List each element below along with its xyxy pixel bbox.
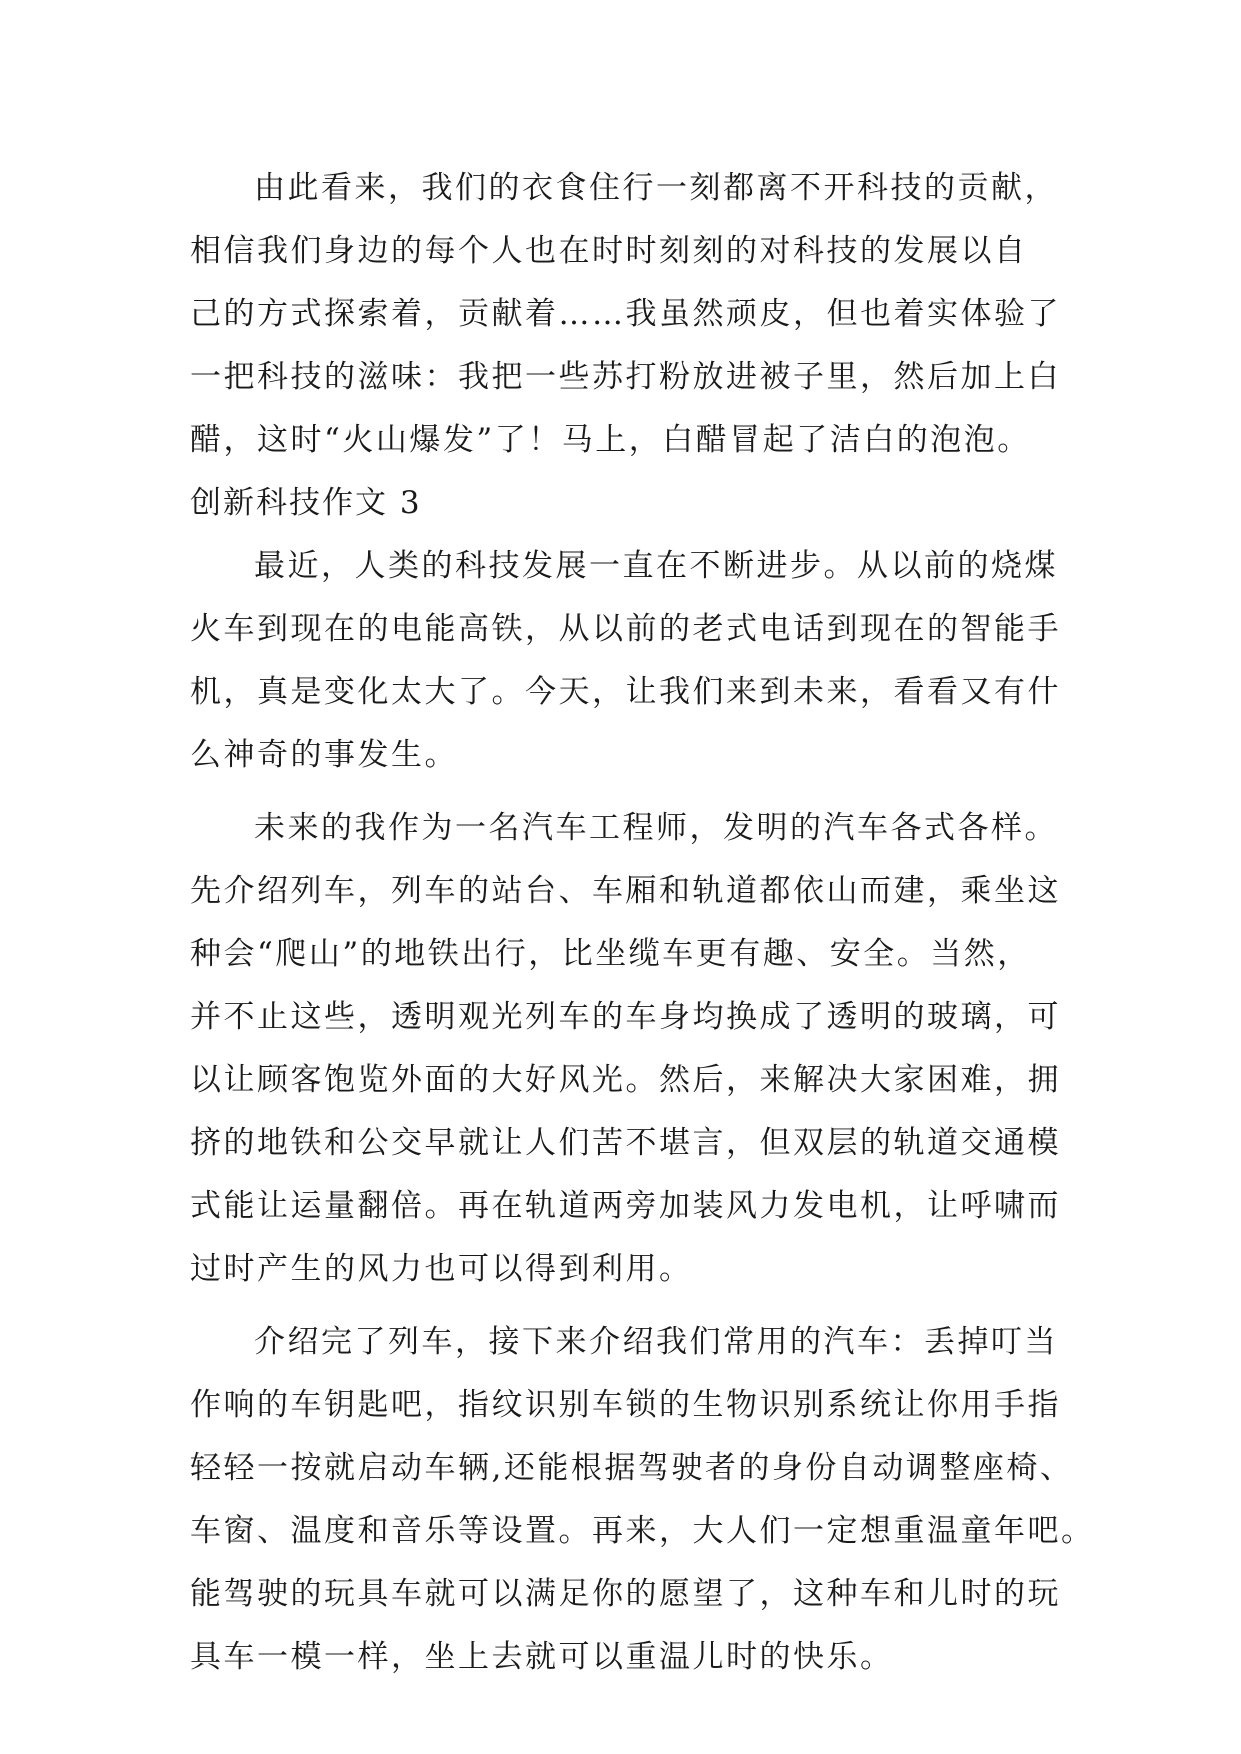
paragraph-line: 火车到现在的电能高铁，从以前的老式电话到现在的智能手: [190, 611, 1061, 647]
paragraph-line: 轻轻一按就启动车辆,还能根据驾驶者的身份自动调整座椅、: [190, 1450, 1074, 1486]
paragraph-line: 未来的我作为一名汽车工程师，发明的汽车各式各样。: [254, 810, 1058, 846]
paragraph-line: 最近，人类的科技发展一直在不断进步。从以前的烧煤: [254, 548, 1058, 584]
paragraph-line: 介绍完了列车，接下来介绍我们常用的汽车：丢掉叮当: [254, 1324, 1058, 1360]
paragraph-line: 醋，这时“火山爆发”了！马上，白醋冒起了洁白的泡泡。: [190, 422, 1031, 458]
paragraph-line: 由此看来，我们的衣食住行一刻都离不开科技的贡献，: [254, 170, 1058, 206]
paragraph-line: 一把科技的滋味：我把一些苏打粉放进被子里，然后加上白: [190, 359, 1061, 395]
paragraph-line: 己的方式探索着，贡献着……我虽然顽皮，但也着实体验了: [190, 296, 1061, 332]
paragraph-line: 具车一模一样，坐上去就可以重温儿时的快乐。: [190, 1639, 894, 1675]
paragraph-line: 过时产生的风力也可以得到利用。: [190, 1251, 693, 1287]
paragraph-line: 能驾驶的玩具车就可以满足你的愿望了，这种车和儿时的玩: [190, 1576, 1061, 1612]
paragraph-line: 以让顾客饱览外面的大好风光。然后，来解决大家困难，拥: [190, 1062, 1061, 1098]
paragraph-line: 车窗、温度和音乐等设置。再来，大人们一定想重温童年吧。: [190, 1513, 1095, 1549]
paragraph-line: 种会“爬山”的地铁出行，比坐缆车更有趣、安全。当然，: [190, 936, 1031, 972]
paragraph-line: 先介绍列车，列车的站台、车厢和轨道都依山而建，乘坐这: [190, 873, 1061, 909]
paragraph-line: 么神奇的事发生。: [190, 737, 458, 773]
body-text: [190, 157, 1095, 1689]
section-heading: 创新科技作文 3: [190, 485, 422, 521]
paragraph-line: 作响的车钥匙吧，指纹识别车锁的生物识别系统让你用手指: [190, 1387, 1061, 1423]
paragraph-line: 挤的地铁和公交早就让人们苦不堪言，但双层的轨道交通模: [190, 1125, 1061, 1161]
paragraph-line: 式能让运量翻倍。再在轨道两旁加装风力发电机，让呼啸而: [190, 1188, 1061, 1224]
paragraph-line: 机，真是变化太大了。今天，让我们来到未来，看看又有什: [190, 674, 1061, 710]
paragraph-line: 相信我们身边的每个人也在时时刻刻的对科技的发展以自: [190, 233, 1028, 269]
paragraph-line: 并不止这些，透明观光列车的车身均换成了透明的玻璃，可: [190, 999, 1061, 1035]
